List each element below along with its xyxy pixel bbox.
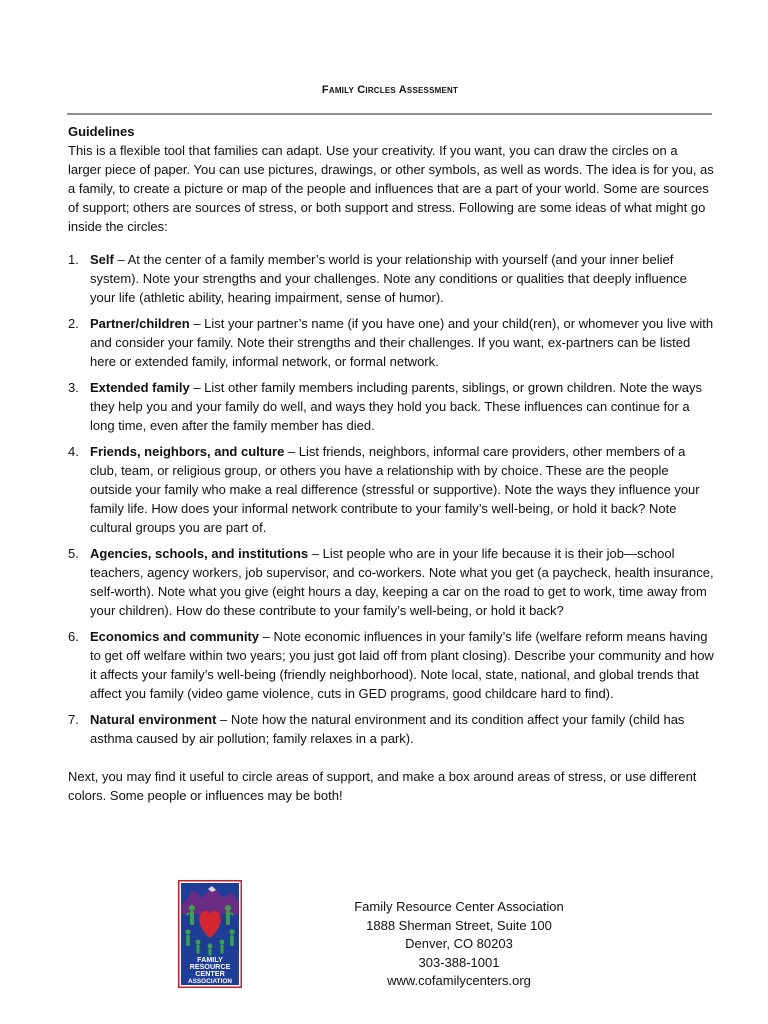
- list-item-term: Natural environment: [90, 712, 217, 727]
- circle-ideas-list: [68, 250, 714, 748]
- list-item: [68, 442, 714, 537]
- city-state-zip: Denver, CO 80203: [405, 936, 513, 952]
- list-item-term: Friends, neighbors, and culture: [90, 444, 285, 459]
- list-item: [68, 250, 714, 307]
- phone-number: 303-388-1001: [418, 954, 500, 970]
- street-address: 1888 Sherman Street, Suite 100: [366, 917, 552, 933]
- list-item-number: 1.: [68, 252, 79, 267]
- list-item-text: – Note how the natural environment and its condition affect your family (child has asthma caused by air pollution; family relaxes in a park).: [90, 712, 685, 746]
- list-item-number: 4.: [68, 444, 79, 459]
- logo-text-line: FAMILY: [197, 955, 223, 964]
- list-item: [68, 314, 714, 371]
- list-item-term: Extended family: [90, 380, 190, 395]
- logo-text-line: RESOURCE: [189, 962, 231, 971]
- list-item-number: 5.: [68, 546, 79, 561]
- logo-text-line: CENTER: [195, 969, 225, 978]
- list-item-number: 6.: [68, 629, 79, 644]
- list-item: [68, 710, 714, 748]
- list-item: [68, 627, 714, 703]
- list-item-text: – List friends, neighbors, informal care providers, other members of a club, team, or religious group, or others you have a relationship with by choice. These are the people outside your family who make a real difference (stressful or supportive). Note the ways they influence your family life. How does your informal network contribute to your family’s well-being, or hold it back? Note cultural groups you are part of.: [90, 444, 700, 535]
- list-item-term: Self: [90, 252, 114, 267]
- title-divider: [67, 113, 712, 115]
- list-item-number: 2.: [68, 316, 79, 331]
- list-item-text: – Note economic influences in your family’s life (welfare reform means having to get off welfare within two years; you just got laid off from plant closing). Describe your community and how it affects your family’s well-being (friendly neighborhood). Note local, state, national, and global trends that affect you family (video game violence, cuts in GED programs, good childcare hard to find).: [90, 629, 714, 701]
- org-name: Family Resource Center Association: [354, 899, 564, 914]
- organization-address: [334, 898, 584, 991]
- list-item-number: 7.: [68, 712, 79, 727]
- intro-paragraph: This is a flexible tool that families can adapt. Use your creativity. If you want, you can draw the circles on a larger piece of paper. You can use pictures, drawings, or other symbols, as well as words. The idea is for you, as a family, to create a picture or map of the people and influences that are a part of your world. Some are sources of support; others are sources of stress, or both support and stress. Following are some ideas of what might go inside the circles:: [68, 143, 714, 234]
- list-item-term: Economics and community: [90, 629, 260, 644]
- list-item: [68, 544, 714, 620]
- document-title: Family Circles Assessment: [321, 84, 459, 96]
- list-item-text: – List people who are in your life because it is their job—school teachers, agency workers, job supervisor, and co-workers. Note what you get (a paycheck, health insurance, self-worth). Note what you give (eight hours a day, keeping a car on the road to get to work, time away from your children). How do these contribute to your family’s well-being, or hold it back?: [90, 546, 714, 618]
- list-item-term: Agencies, schools, and institutions: [90, 546, 309, 561]
- list-item-number: 3.: [68, 380, 79, 395]
- website-url: www.cofamilycenters.org: [387, 973, 531, 989]
- frca-logo: [178, 880, 242, 988]
- guidelines-heading: Guidelines: [68, 124, 135, 139]
- list-item-text: – List other family members including parents, siblings, or grown children. Note the ways they help you and your family do well, and ways they hold you back. These influences can continue for a long time, even after the family member has died.: [90, 380, 702, 433]
- document-body: [68, 122, 714, 805]
- logo-text-line: ASSOCIATION: [188, 978, 232, 985]
- list-item-term: Partner/children: [90, 316, 190, 331]
- list-item: [68, 378, 714, 435]
- list-item-text: – At the center of a family member’s world is your relationship with yourself (and your inner belief system). Note your strengths and your challenges. Note any conditions or qualities that deeply influence your life (athletic ability, hearing impairment, sense of humor).: [90, 252, 687, 305]
- list-item-text: – List your partner’s name (if you have one) and your child(ren), or whomever you live with and consider your family. Note their strengths and their challenges. If you want, ex-partners can be listed here or extended family, informal network, or formal network.: [90, 316, 714, 369]
- closing-paragraph: Next, you may find it useful to circle areas of support, and make a box around areas of stress, or use different colors. Some people or influences may be both!: [68, 769, 697, 803]
